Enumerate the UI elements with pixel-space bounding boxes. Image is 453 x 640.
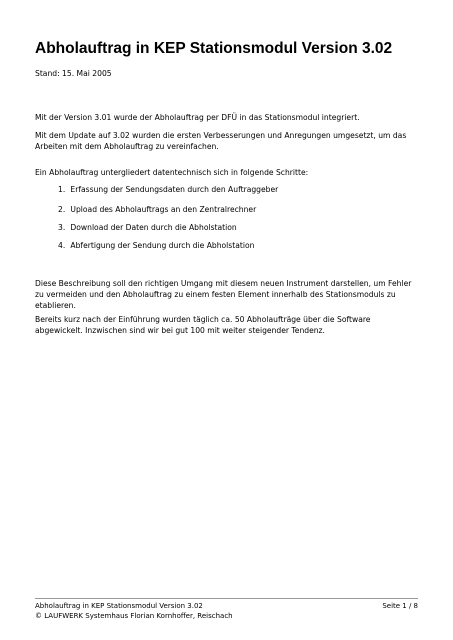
paragraph-usage: Bereits kurz nach der Einführung wurden täglich ca. 50 Abholaufträge über die Software abgewickelt. Inzwischen sind wir bei gut 100 mit weiter steigender Tendenz. (35, 315, 371, 335)
paragraph-version-301: Mit der Version 3.01 wurde der Abholauftrag per DFÜ in das Stationsmodul integriert. (35, 113, 360, 122)
list-item-number: 1. (58, 185, 66, 194)
list-item-text: Download der Daten durch die Abholstation (70, 223, 237, 232)
list-item (58, 204, 256, 215)
footer-page-number: Seite 1 / 8 (382, 602, 418, 610)
paragraph-update-302: Mit dem Update auf 3.02 wurden die ersten Verbesserungen und Anregungen umgesetzt, um das Arbeiten mit dem Abholauftrag zu vereinfachen. (35, 131, 407, 151)
footer-copyright: © LAUFWERK Systemhaus Florian Kornhoffer, Reischach (35, 612, 233, 620)
list-item-text: Upload des Abholauftrags an den Zentralrechner (70, 205, 257, 214)
document-title: Abholauftrag in KEP Stationsmodul Version 3.02 (35, 40, 393, 57)
list-item-number: 4. (58, 241, 66, 250)
list-item (58, 184, 278, 195)
list-item-text: Abfertigung der Sendung durch die Abholstation (70, 241, 255, 250)
document-date: Stand: 15. Mai 2005 (35, 69, 112, 78)
list-item (58, 222, 237, 233)
footer-divider (35, 598, 418, 599)
list-item-number: 2. (58, 205, 66, 214)
paragraph-purpose: Diese Beschreibung soll den richtigen Umgang mit diesem neuen Instrument darstellen, um Fehler zu vermeiden und den Abholauftrag zu einem festen Element innerhalb des Stationsmoduls zu etablieren. (35, 279, 412, 310)
list-item-text: Erfassung der Sendungsdaten durch den Auftraggeber (70, 185, 279, 194)
footer-document-title: Abholauftrag in KEP Stationsmodul Version 3.02 (35, 602, 203, 610)
paragraph-steps-intro: Ein Abholauftrag untergliedert datentechnisch sich in folgende Schritte: (35, 168, 309, 177)
list-item-number: 3. (58, 223, 66, 232)
list-item (58, 240, 254, 251)
